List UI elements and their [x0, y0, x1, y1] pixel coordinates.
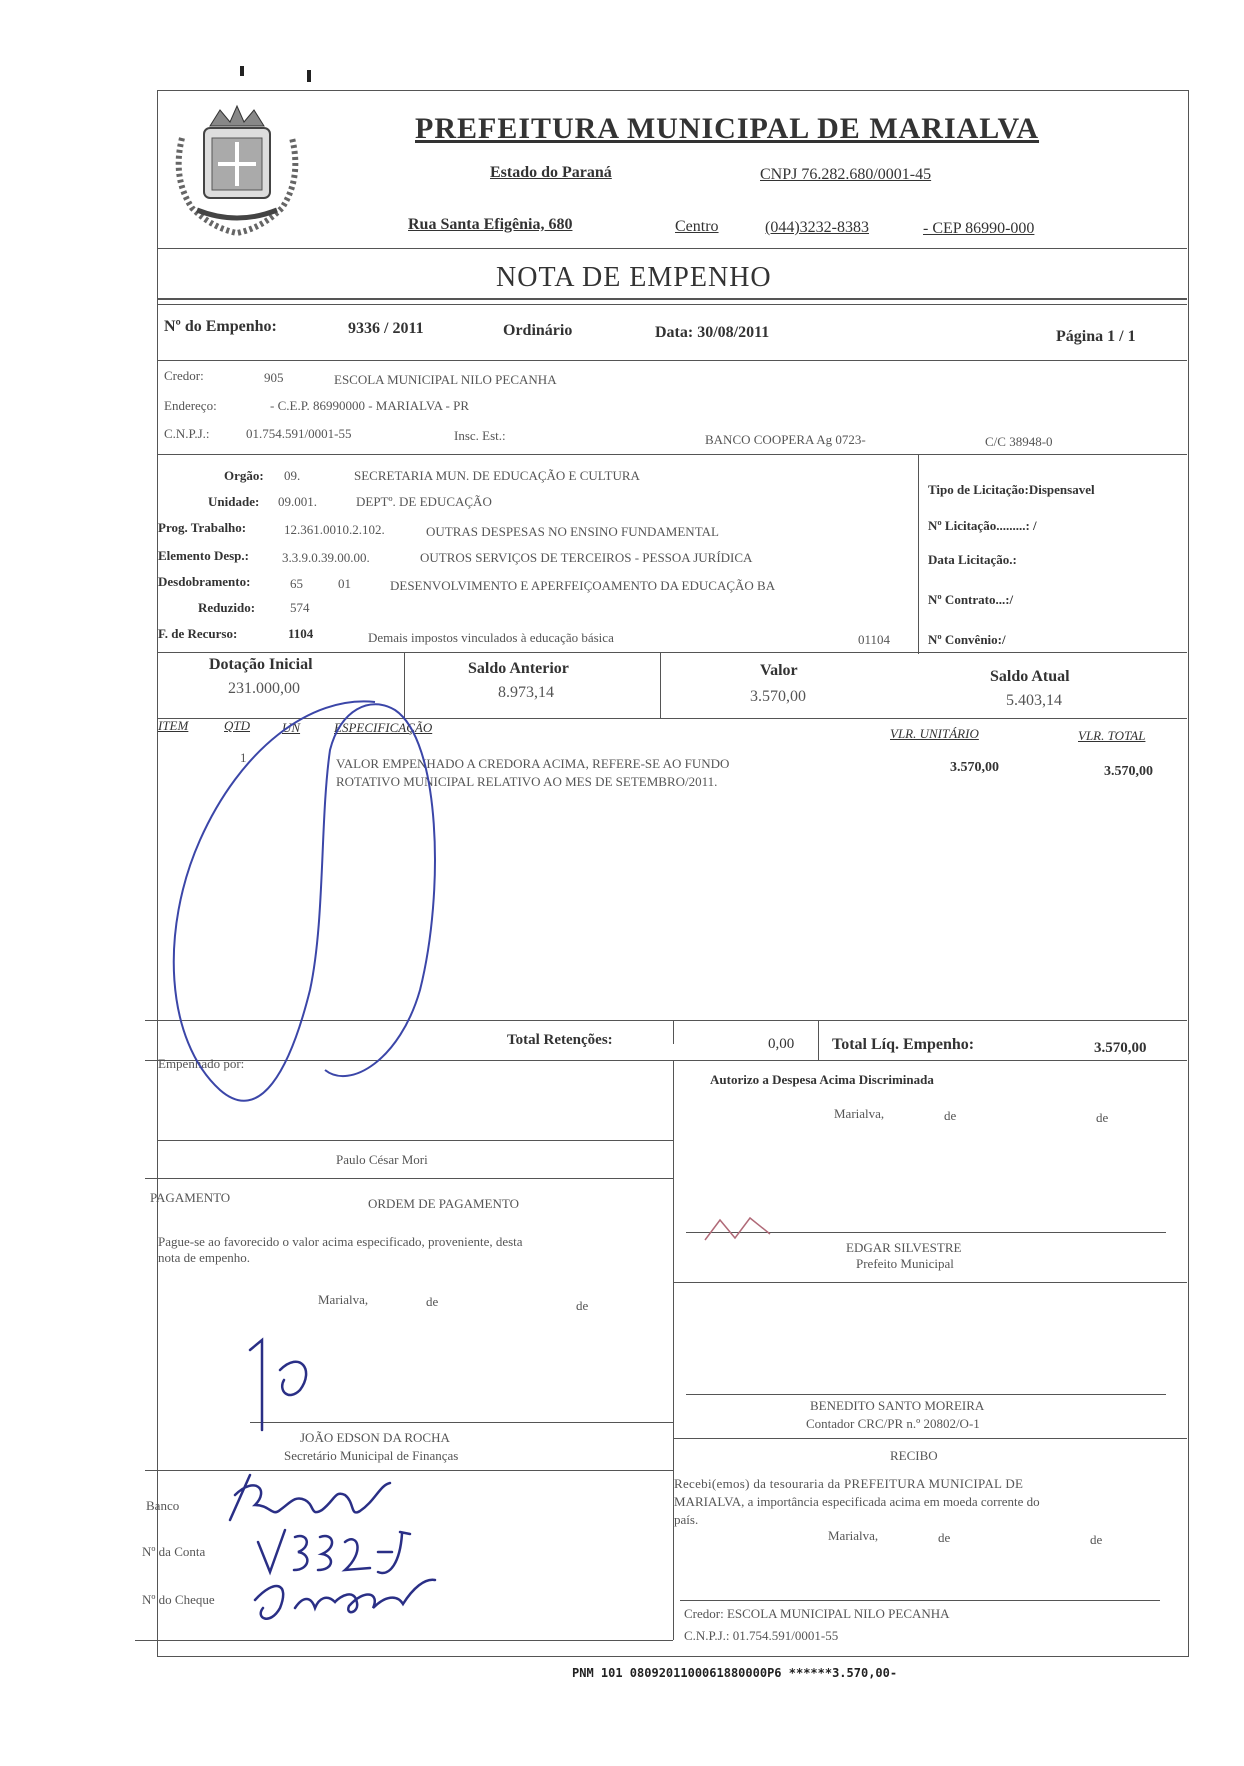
orgao-label: Orgão: [224, 468, 264, 483]
handwritten-cheque-number [245, 1568, 445, 1633]
recibo-marialva: Marialva, [828, 1528, 879, 1543]
insc-label: Insc. Est.: [454, 428, 506, 443]
licitacao-numero: Nº Licitação.........: / [928, 518, 1037, 533]
credor-name: ESCOLA MUNICIPAL NILO PECANHA [334, 372, 557, 387]
recibo-de1: de [938, 1530, 951, 1545]
empenho-label: Nº do Empenho: [164, 318, 277, 335]
endereco-value: - C.E.P. 86990000 - MARIALVA - PR [270, 398, 470, 413]
prog-label: Prog. Trabalho: [158, 520, 247, 535]
saldo-atual-label: Saldo Atual [990, 668, 1070, 685]
footer-code: PNM 101 0809201100061880000P6 ******3.570,00- [572, 1666, 898, 1680]
account-info: C/C 38948-0 [985, 434, 1053, 449]
pague-line1: Pague-se ao favorecido o valor acima especificado, proveniente, desta [158, 1234, 523, 1249]
handwritten-loop-mark [140, 690, 460, 1130]
doc-title: NOTA DE EMPENHO [496, 262, 772, 293]
dotacao-value: 231.000,00 [228, 680, 300, 697]
licitacao-contrato: Nº Contrato...:/ [928, 592, 1014, 607]
header-address: Rua Santa Efigênia, 680 [408, 216, 573, 233]
item-qtd: 1 [240, 750, 247, 765]
credor-label: Credor: [164, 368, 204, 383]
col-un: UN [282, 720, 301, 735]
scan-mark [240, 66, 244, 76]
orgao-value: 09. [284, 468, 301, 483]
credor-code: 905 [264, 370, 284, 385]
reduzido-value: 574 [290, 600, 310, 615]
total-retencoes-value: 0,00 [768, 1036, 795, 1052]
desd-value1: 65 [290, 576, 303, 591]
left-de1: de [426, 1294, 439, 1309]
col-item: ITEM [158, 718, 189, 733]
total-liq-label: Total Líq. Empenho: [832, 1036, 975, 1053]
recibo-title: RECIBO [890, 1448, 938, 1463]
elem-label: Elemento Desp.: [158, 548, 249, 563]
item-desc-line1: VALOR EMPENHADO A CREDORA ACIMA, REFERE-SE AO FUNDO [336, 756, 730, 771]
saldo-anterior-label: Saldo Anterior [468, 660, 569, 677]
header-phone: (044)3232-8383 [765, 219, 869, 236]
scan-mark [307, 70, 311, 82]
left-marialva: Marialva, [318, 1292, 369, 1307]
empenho-date: Data: 30/08/2011 [655, 324, 770, 341]
pague-line2: nota de empenho. [158, 1250, 251, 1265]
recibo-line1: Recebi(emos) da tesouraria da PREFEITURA MUNICIPAL DE [674, 1476, 1024, 1491]
recibo-credor: Credor: ESCOLA MUNICIPAL NILO PECANHA [684, 1606, 950, 1621]
ordem-pagamento: ORDEM DE PAGAMENTO [368, 1196, 519, 1211]
saldo-anterior-value: 8.973,14 [498, 684, 554, 701]
left-de2: de [576, 1298, 589, 1313]
autorizo-label: Autorizo a Despesa Acima Discriminada [710, 1072, 934, 1087]
banco-label: Banco [146, 1498, 180, 1513]
total-liq-value: 3.570,00 [1094, 1040, 1147, 1056]
empenhado-label: Empenhado por: [158, 1056, 245, 1071]
coat-of-arms-logo [162, 98, 312, 246]
licitacao-data: Data Licitação.: [928, 552, 1017, 567]
header-title: PREFEITURA MUNICIPAL DE MARIALVA [415, 112, 1040, 145]
header-cnpj: CNPJ 76.282.680/0001-45 [760, 166, 932, 183]
col-vlr-total: VLR. TOTAL [1078, 728, 1146, 743]
right-de1: de [944, 1108, 957, 1123]
cnpj-value: 01.754.591/0001-55 [246, 426, 352, 441]
desd-label: Desdobramento: [158, 574, 251, 589]
contador-name: BENEDITO SANTO MOREIRA [810, 1398, 985, 1413]
desd-desc: DESENVOLVIMENTO E APERFEIÇOAMENTO DA EDUCAÇÃO BA [390, 578, 776, 593]
recibo-de2: de [1090, 1532, 1103, 1547]
prefeito-role: Prefeito Municipal [856, 1256, 954, 1271]
valor-value: 3.570,00 [750, 688, 806, 705]
header-state: Estado do Paraná [490, 164, 612, 181]
unidade-value: 09.001. [278, 494, 317, 509]
header-district: Centro [675, 218, 719, 235]
contador-role: Contador CRC/PR n.º 20802/O-1 [806, 1416, 980, 1431]
right-marialva: Marialva, [834, 1106, 885, 1121]
desd-value2: 01 [338, 576, 351, 591]
valor-label: Valor [760, 662, 798, 679]
empenhado-name: Paulo César Mori [336, 1152, 428, 1167]
reduzido-label: Reduzido: [198, 600, 256, 615]
bank-info: BANCO COOPERA Ag 0723- [705, 432, 866, 447]
cnpj-label: C.N.P.J.: [164, 426, 210, 441]
elem-value: 3.3.9.0.39.00.00. [282, 550, 370, 565]
col-vlr-unitario: VLR. UNITÁRIO [890, 726, 979, 741]
recibo-cnpj: C.N.P.J.: 01.754.591/0001-55 [684, 1628, 839, 1643]
item-unit-value: 3.570,00 [950, 760, 999, 775]
prog-desc: OUTRAS DESPESAS NO ENSINO FUNDAMENTAL [426, 524, 719, 539]
secretario-role: Secretário Municipal de Finanças [284, 1448, 459, 1463]
right-de2: de [1096, 1110, 1109, 1125]
licitacao-tipo: Tipo de Licitação:Dispensavel [928, 482, 1095, 497]
conta-label: Nº da Conta [142, 1544, 206, 1559]
secretario-name: JOÃO EDSON DA ROCHA [300, 1430, 450, 1445]
total-retencoes-label: Total Retenções: [507, 1032, 613, 1048]
elem-desc: OUTROS SERVIÇOS DE TERCEIROS - PESSOA JURÍDICA [420, 550, 753, 565]
empenho-type: Ordinário [503, 322, 573, 339]
item-desc-line2: ROTATIVO MUNICIPAL RELATIVO AO MES DE SETEMBRO/2011. [336, 774, 718, 789]
prefeito-name: EDGAR SILVESTRE [846, 1240, 962, 1255]
page-number: Página 1 / 1 [1056, 328, 1136, 345]
recibo-line3: país. [674, 1512, 699, 1527]
dotacao-label: Dotação Inicial [209, 656, 313, 673]
pink-stamp-mark [700, 1210, 780, 1250]
col-especificacao: ESPECIFICAÇÃO [334, 720, 433, 735]
recurso-label: F. de Recurso: [158, 626, 238, 641]
recurso-value: 1104 [288, 626, 314, 641]
saldo-atual-value: 5.403,14 [1006, 692, 1062, 709]
pagamento-label: PAGAMENTO [150, 1190, 231, 1205]
recurso-code: 01104 [858, 632, 891, 647]
prog-value: 12.361.0010.2.102. [284, 522, 385, 537]
unidade-desc: DEPTº. DE EDUCAÇÃO [356, 494, 492, 509]
endereco-label: Endereço: [164, 398, 217, 413]
col-qtd: QTD [224, 718, 251, 733]
orgao-desc: SECRETARIA MUN. DE EDUCAÇÃO E CULTURA [354, 468, 640, 483]
unidade-label: Unidade: [208, 494, 260, 509]
recurso-desc: Demais impostos vinculados à educação básica [368, 630, 614, 645]
licitacao-convenio: Nº Convênio:/ [928, 632, 1006, 647]
item-total-value: 3.570,00 [1104, 764, 1153, 779]
empenho-number: 9336 / 2011 [348, 320, 424, 337]
handwritten-initials [240, 1330, 330, 1440]
cheque-label: Nº do Cheque [142, 1592, 215, 1607]
recibo-line2: MARIALVA, a importância especificada acima em moeda corrente do [674, 1494, 1040, 1509]
header-cep: - CEP 86990-000 [923, 220, 1035, 237]
